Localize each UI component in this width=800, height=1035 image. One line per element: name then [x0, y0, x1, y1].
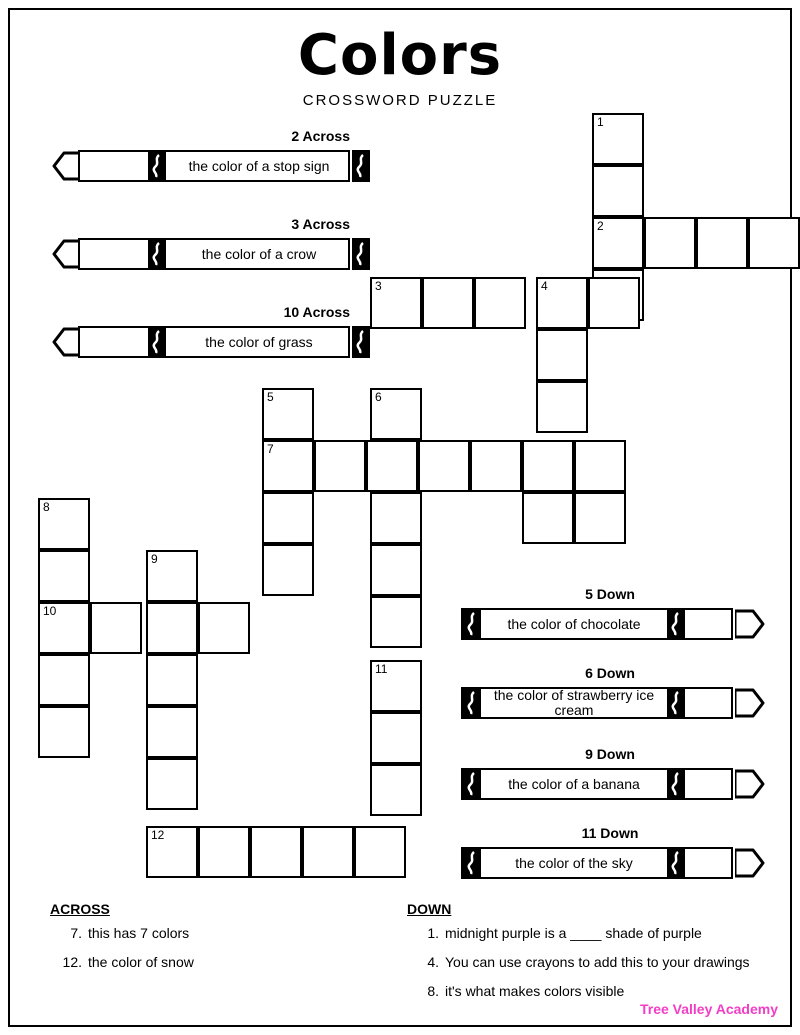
cell-number: 9: [151, 552, 158, 566]
crayon-band-left: [463, 847, 481, 879]
down-item-8-text: it's what makes colors visible: [445, 983, 625, 999]
down-item-4-number: 4.: [427, 954, 439, 970]
crayon-graphic: [455, 845, 765, 881]
across-item-12-number: 12.: [62, 954, 82, 970]
down-item-1-text: midnight purple is a ____ shade of purple: [445, 925, 702, 941]
across-item-12: [56, 954, 194, 970]
crayon-graphic: [455, 606, 765, 642]
crayon-band-right: [667, 768, 685, 800]
crayon-band-right: [352, 238, 370, 270]
crayon-tip-icon: [735, 687, 765, 719]
crossword-cell[interactable]: [262, 544, 314, 596]
crayon-band-right: [667, 847, 685, 879]
crossword-cell[interactable]: [90, 602, 142, 654]
clue-6-down-text: the color of strawberry ice cream: [493, 687, 655, 718]
crossword-cell[interactable]: [418, 440, 470, 492]
crossword-cell[interactable]: [262, 440, 314, 492]
crossword-cell[interactable]: [474, 277, 526, 329]
clue-5-down-text: the color of chocolate: [507, 615, 641, 632]
crossword-cell[interactable]: [592, 217, 644, 269]
crossword-cell[interactable]: [38, 602, 90, 654]
squiggle-icon: [467, 772, 477, 796]
crayon-graphic: [52, 236, 350, 272]
crossword-cell[interactable]: [146, 550, 198, 602]
clue-6-down: [455, 665, 765, 721]
cell-number: 11: [375, 662, 388, 676]
crossword-cell[interactable]: [198, 602, 250, 654]
crayon-band-left: [463, 608, 481, 640]
crossword-cell[interactable]: [592, 113, 644, 165]
crayon-band-left: [463, 768, 481, 800]
cell-number: 8: [43, 500, 50, 514]
across-item-7: [56, 925, 189, 941]
clue-10-across-label: 10 Across: [283, 304, 350, 320]
page-title: Colors: [297, 23, 503, 88]
crossword-cell[interactable]: [38, 498, 90, 550]
crossword-cell[interactable]: [370, 764, 422, 816]
squiggle-icon: [467, 851, 477, 875]
squiggle-icon: [152, 330, 162, 354]
clue-3-across-text: the color of a crow: [201, 245, 317, 262]
crossword-cell[interactable]: [370, 712, 422, 764]
crayon-band-left: [148, 150, 166, 182]
across-item-7-number: 7.: [70, 925, 82, 941]
crossword-cell[interactable]: [536, 277, 588, 329]
crossword-cell[interactable]: [696, 217, 748, 269]
clue-2-across-text: the color of a stop sign: [188, 157, 330, 174]
crossword-cell[interactable]: [470, 440, 522, 492]
page-subtitle: CROSSWORD PUZZLE: [302, 92, 498, 109]
clue-10-across-text: the color of grass: [205, 333, 313, 350]
clue-5-down: [455, 586, 765, 642]
crossword-cell[interactable]: [314, 440, 366, 492]
clue-9-down: [455, 746, 765, 802]
squiggle-icon: [356, 330, 366, 354]
crossword-cell[interactable]: [146, 758, 198, 810]
crossword-cell[interactable]: [422, 277, 474, 329]
down-item-8: [413, 983, 624, 999]
crossword-cell[interactable]: [644, 217, 696, 269]
squiggle-icon: [467, 691, 477, 715]
down-item-4-text: You can use crayons to add this to your drawings: [445, 954, 750, 970]
crayon-band-right: [667, 687, 685, 719]
across-heading: ACROSS: [50, 901, 110, 917]
crossword-cell[interactable]: [536, 381, 588, 433]
squiggle-icon: [152, 242, 162, 266]
squiggle-icon: [356, 242, 366, 266]
down-item-1: [413, 925, 702, 941]
crossword-cell[interactable]: [38, 654, 90, 706]
crossword-cell[interactable]: [522, 492, 574, 544]
crayon-tip-icon: [735, 608, 765, 640]
squiggle-icon: [671, 612, 681, 636]
crossword-cell[interactable]: [366, 440, 418, 492]
clue-3-across: [52, 216, 350, 272]
crossword-cell[interactable]: [592, 165, 644, 217]
crossword-cell[interactable]: [370, 277, 422, 329]
crayon-tip-icon: [735, 847, 765, 879]
down-item-8-number: 8.: [427, 983, 439, 999]
crayon-band-right: [352, 326, 370, 358]
crayon-band-left: [463, 687, 481, 719]
down-heading: DOWN: [407, 901, 452, 917]
cell-number: 2: [597, 219, 604, 233]
squiggle-icon: [671, 851, 681, 875]
crossword-cell[interactable]: [262, 492, 314, 544]
crossword-cell[interactable]: [262, 388, 314, 440]
crossword-cell[interactable]: [574, 492, 626, 544]
crossword-cell[interactable]: [370, 492, 422, 544]
crossword-cell[interactable]: [146, 826, 198, 878]
clue-6-down-label: 6 Down: [585, 665, 635, 681]
crossword-cell[interactable]: [302, 826, 354, 878]
squiggle-icon: [467, 612, 477, 636]
crossword-cell[interactable]: [146, 706, 198, 758]
squiggle-icon: [671, 691, 681, 715]
crossword-cell[interactable]: [250, 826, 302, 878]
cell-number: 7: [267, 442, 274, 456]
crayon-band-left: [148, 326, 166, 358]
clue-9-down-text: the color of a banana: [508, 775, 640, 792]
crayon-graphic: [455, 766, 765, 802]
crayon-band-right: [667, 608, 685, 640]
crossword-cell[interactable]: [370, 660, 422, 712]
cell-number: 1: [597, 115, 604, 129]
crossword-cell[interactable]: [748, 217, 800, 269]
crossword-cell[interactable]: [146, 602, 198, 654]
crayon-graphic: [52, 324, 350, 360]
crayon-graphic: [455, 685, 765, 721]
crayon-band-right: [352, 150, 370, 182]
crayon-tip-icon: [735, 768, 765, 800]
clue-9-down-label: 9 Down: [585, 746, 635, 762]
crayon-graphic: [52, 148, 350, 184]
cell-number: 5: [267, 390, 274, 404]
clue-11-down: [455, 825, 765, 881]
squiggle-icon: [356, 154, 366, 178]
crayon-band-left: [148, 238, 166, 270]
crossword-cell[interactable]: [588, 277, 640, 329]
crossword-cell[interactable]: [38, 706, 90, 758]
clue-2-across: [52, 128, 350, 184]
squiggle-icon: [152, 154, 162, 178]
clue-3-across-label: 3 Across: [291, 216, 350, 232]
crossword-cell[interactable]: [354, 826, 406, 878]
cell-number: 10: [43, 604, 57, 618]
crossword-cell[interactable]: [370, 388, 422, 440]
crossword-cell[interactable]: [370, 544, 422, 596]
clue-10-across: [52, 304, 350, 360]
crossword-cell[interactable]: [574, 440, 626, 492]
clue-5-down-label: 5 Down: [585, 586, 635, 602]
cell-number: 3: [375, 279, 382, 293]
crossword-cell[interactable]: [146, 654, 198, 706]
crossword-cell[interactable]: [536, 329, 588, 381]
crossword-cell[interactable]: [198, 826, 250, 878]
down-item-4: [413, 954, 750, 970]
crossword-cell[interactable]: [38, 550, 90, 602]
crossword-cell[interactable]: [522, 440, 574, 492]
cell-number: 4: [541, 279, 548, 293]
cell-number: 6: [375, 390, 382, 404]
cell-number: 12: [151, 828, 165, 842]
clue-2-across-label: 2 Across: [291, 128, 350, 144]
across-item-7-text: this has 7 colors: [88, 925, 190, 941]
clue-11-down-label: 11 Down: [581, 825, 639, 841]
site-credit: Tree Valley Academy: [639, 1001, 778, 1017]
down-item-1-number: 1.: [427, 925, 439, 941]
squiggle-icon: [671, 772, 681, 796]
crossword-cell[interactable]: [370, 596, 422, 648]
clue-11-down-text: the color of the sky: [515, 854, 633, 871]
across-item-12-text: the color of snow: [88, 954, 194, 970]
